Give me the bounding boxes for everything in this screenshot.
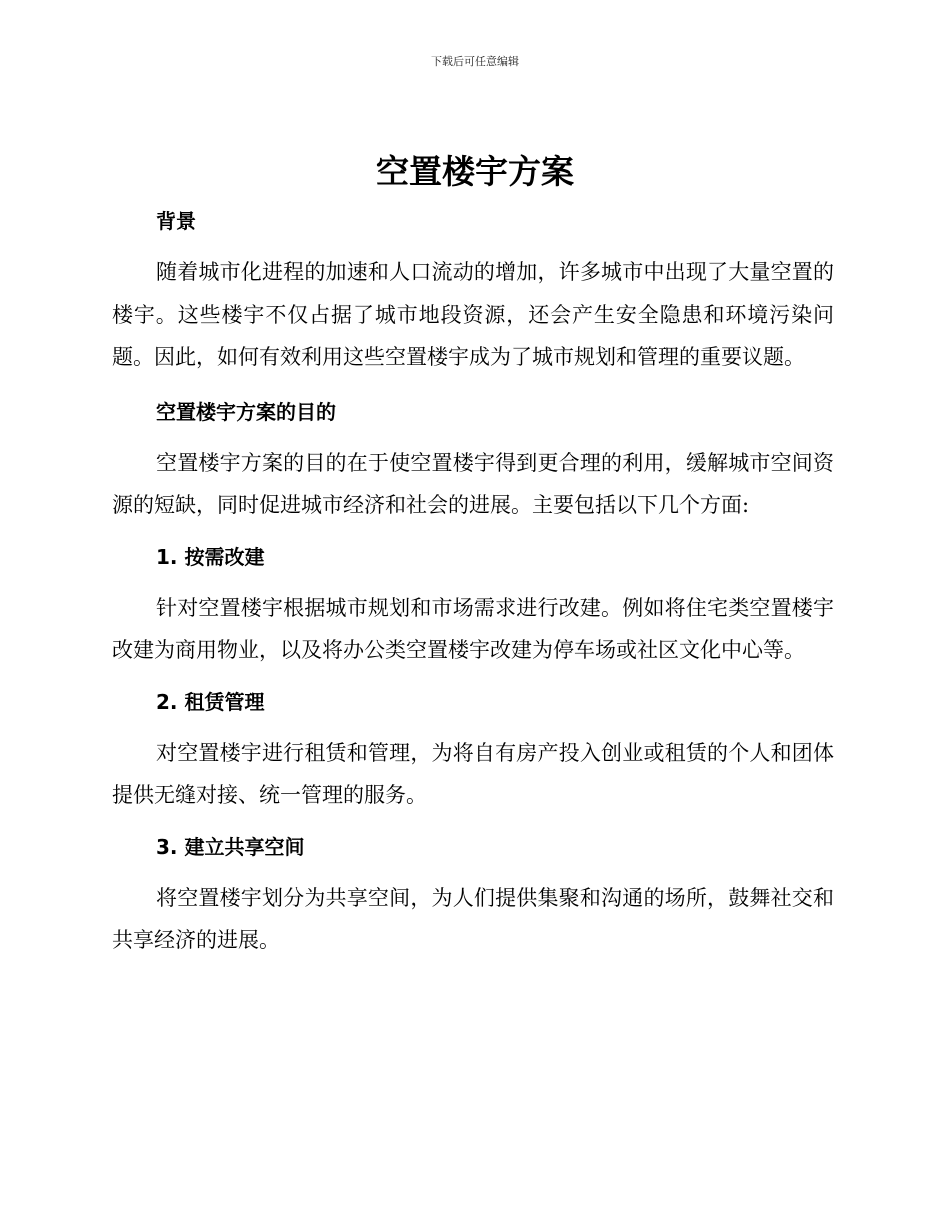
paragraph-shared-space: 将空置楼宇划分为共享空间，为人们提供集聚和沟通的场所，鼓舞社交和共享经济的进展。: [112, 885, 834, 952]
paragraph-leasing: 对空置楼宇进行租赁和管理，为将自有房产投入创业或租赁的个人和团体提供无缝对接、统一管理的服务。: [112, 740, 834, 807]
section-heading-leasing: 2. 租赁管理: [156, 689, 265, 714]
document-body: [112, 200, 834, 962]
document-title: 空置楼宇方案: [376, 152, 574, 191]
section-heading-background: 背景: [156, 209, 196, 233]
section-heading-purpose: 空置楼宇方案的目的: [156, 399, 336, 424]
paragraph-background: 随着城市化进程的加速和人口流动的增加，许多城市中出现了大量空置的楼宇。这些楼宇不仅占据了城市地段资源，还会产生安全隐患和环境污染问题。因此，如何有效利用这些空置楼宇成为了城市规划和管理的重要议题。: [112, 260, 834, 369]
section-heading-shared-space: 3. 建立共享空间: [156, 834, 305, 859]
header-note: 下载后可任意编辑: [431, 55, 519, 68]
paragraph-purpose: 空置楼宇方案的目的在于使空置楼宇得到更合理的利用，缓解城市空间资源的短缺，同时促进城市经济和社会的进展。主要包括以下几个方面:: [112, 450, 834, 517]
paragraph-rebuild: 针对空置楼宇根据城市规划和市场需求进行改建。例如将住宅类空置楼宇改建为商用物业，以及将办公类空置楼宇改建为停车场或社区文化中心等。: [112, 595, 834, 662]
section-heading-rebuild: 1. 按需改建: [156, 544, 265, 569]
